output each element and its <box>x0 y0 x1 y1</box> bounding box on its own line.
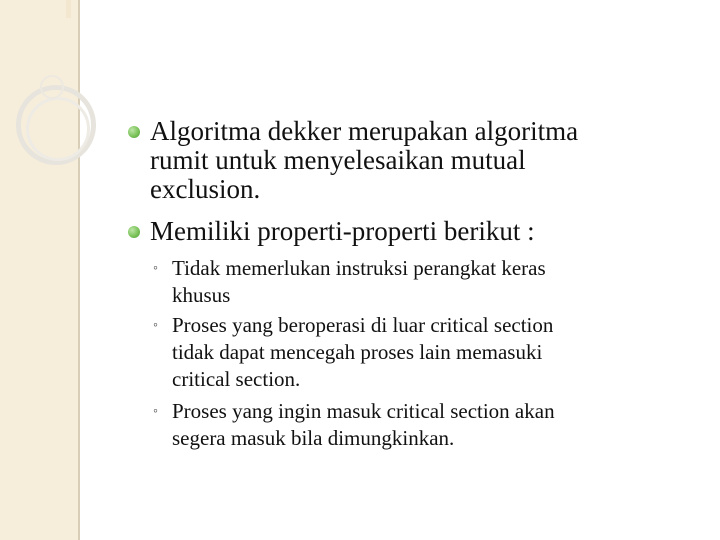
ring-bullet-icon: ◦ <box>153 318 158 333</box>
ring-bullet-icon: ◦ <box>153 261 158 276</box>
bullet-1-line-1: Algoritma dekker merupakan algoritma <box>150 116 579 146</box>
sub-bullet-1-line-1: Tidak memerlukan instruksi perangkat keras <box>172 256 546 280</box>
bullet-1-line-3: exclusion. <box>150 174 261 204</box>
sub-bullet-1-text <box>172 255 692 309</box>
sub-bullet-2-line-3: critical section. <box>172 367 301 391</box>
sub-bullet-2-text <box>172 312 692 393</box>
sub-bullet-1-line-2: khusus <box>172 283 231 307</box>
bullet-1-line-2: rumit untuk menyelesaikan mutual <box>150 145 526 175</box>
bullet-2-line-1: Memiliki properti-properti berikut : <box>150 216 535 246</box>
bullet-1-text <box>150 117 690 204</box>
sub-bullet-3-line-2: segera masuk bila dimungkinkan. <box>172 426 455 450</box>
sub-bullet-2-line-1: Proses yang beroperasi di luar critical section <box>172 313 554 337</box>
sub-bullet-3-text <box>172 398 692 452</box>
green-bullet-icon <box>128 226 140 238</box>
sub-bullet-2-line-2: tidak dapat mencegah proses lain memasuki <box>172 340 543 364</box>
bullet-2-text <box>150 217 690 246</box>
green-bullet-icon <box>128 126 140 138</box>
ring-bullet-icon: ◦ <box>153 404 158 419</box>
sub-bullet-3-line-1: Proses yang ingin masuk critical section akan <box>172 399 555 423</box>
